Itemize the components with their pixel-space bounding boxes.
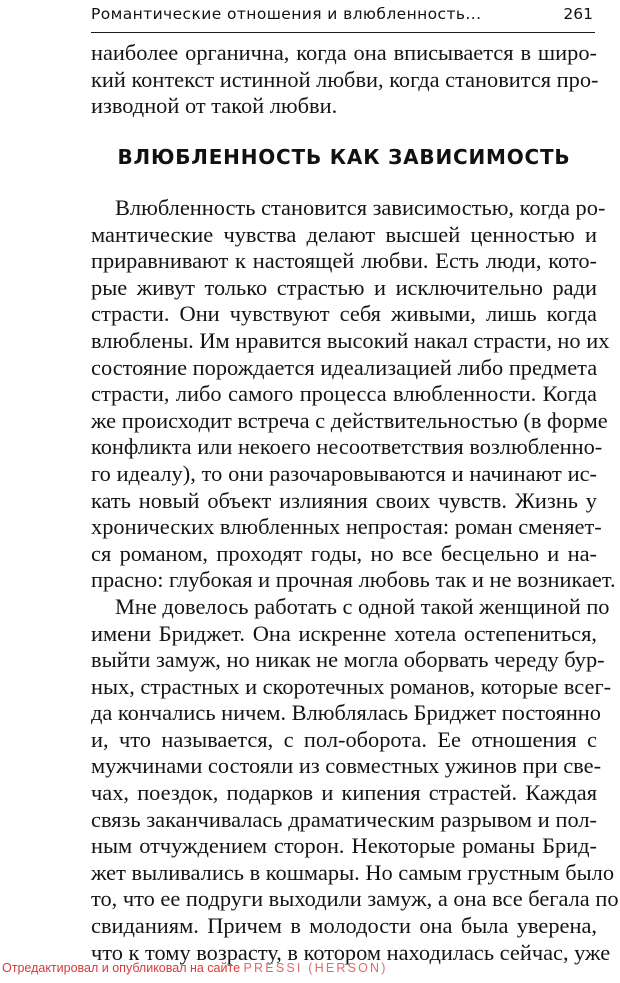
text-line: мантические чувства делают высшей ценностью и — [91, 221, 597, 247]
text-line: свиданиям. Причем в молодости она была уверена, — [91, 913, 597, 939]
text-line: страсти. Они чувствуют себя живыми, лишь когда — [91, 301, 597, 327]
text-line: выйти замуж, но никак не могла оборвать череду бур- — [91, 647, 605, 673]
text-line: ным отчуждением сторон. Некоторые романы Брид- — [91, 833, 597, 859]
paragraph-1 — [91, 195, 616, 594]
text-line: хронических влюбленных непростая: роман сменяет- — [91, 514, 602, 540]
text-line: кий контекст истинной любви, когда становится про- — [91, 66, 599, 92]
text-line: то, что ее подруги выходили замуж, а она все бегала по — [91, 886, 619, 912]
text-line: изводной от такой любви. — [91, 93, 338, 119]
text-line: рые живут только страстью и исключительно ради — [91, 274, 597, 300]
text-line: же происходит встреча с действительностью (в форме — [91, 407, 608, 433]
text-line: ных, страстных и скоротечных романов, которые всег- — [91, 673, 612, 699]
section-heading: ВЛЮБЛЕННОСТЬ КАК ЗАВИСИМОСТЬ — [117, 145, 571, 169]
text-line: страсти, либо самого процесса влюбленности. Когда — [91, 381, 597, 407]
running-title: Романтические отношения и влюбленность... — [91, 5, 482, 23]
text-line: имени Бриджет. Она искренне хотела остепениться, — [91, 620, 597, 646]
intro-paragraph — [91, 40, 597, 120]
text-line: Влюбленность становится зависимостью, когда ро- — [115, 195, 606, 220]
text-line: что к тому возрасту, в котором находилась сейчас, уже — [91, 939, 611, 965]
text-line: чах, поездок, подарков и кипения страстей. Каждая — [91, 780, 597, 806]
text-line: да кончались ничем. Влюблялась Бриджет постоянно — [91, 700, 601, 726]
watermark — [2, 961, 388, 975]
text-line: наиболее органична, когда она вписывается в широ- — [91, 40, 597, 65]
text-line: го идеалу), то они разочаровываются и начинают ис- — [91, 460, 597, 486]
text-line: кать новый объект излияния своих чувств. Жизнь у — [91, 487, 597, 513]
main-text — [91, 195, 619, 966]
text-line: жет выливались в кошмары. Но самым грустным было — [91, 859, 615, 885]
text-line: связь заканчивалась драматическим разрывом и пол- — [91, 806, 597, 832]
watermark-brand: PRESSI (HERSON) — [243, 961, 388, 975]
text-line: мужчинами состояли из совместных ужинов при све- — [91, 753, 602, 779]
text-line: приравнивают к настоящей любви. Есть люди, кото- — [91, 248, 597, 274]
text-line: и, что называется, с пол-оборота. Ее отношения с — [91, 726, 597, 752]
text-line: конфликта или некоего несоответствия возлюбленно- — [91, 434, 603, 460]
text-line: влюблены. Им нравится высокий накал страсти, но их — [91, 327, 610, 353]
text-line: ся романом, проходят годы, но все бесцельно и на- — [91, 540, 597, 566]
text-line: Мне довелось работать с одной такой женщиной по — [115, 593, 610, 619]
paragraph-2 — [91, 593, 619, 966]
running-header — [91, 2, 595, 33]
page-number: 261 — [563, 5, 593, 23]
text-line: состояние порождается идеализацией либо предмета — [91, 354, 598, 380]
text-line: прасно: глубокая и прочная любовь так и не возникает. — [91, 567, 616, 593]
watermark-text: Отредактировал и опубликовал на сайте — [2, 961, 241, 975]
